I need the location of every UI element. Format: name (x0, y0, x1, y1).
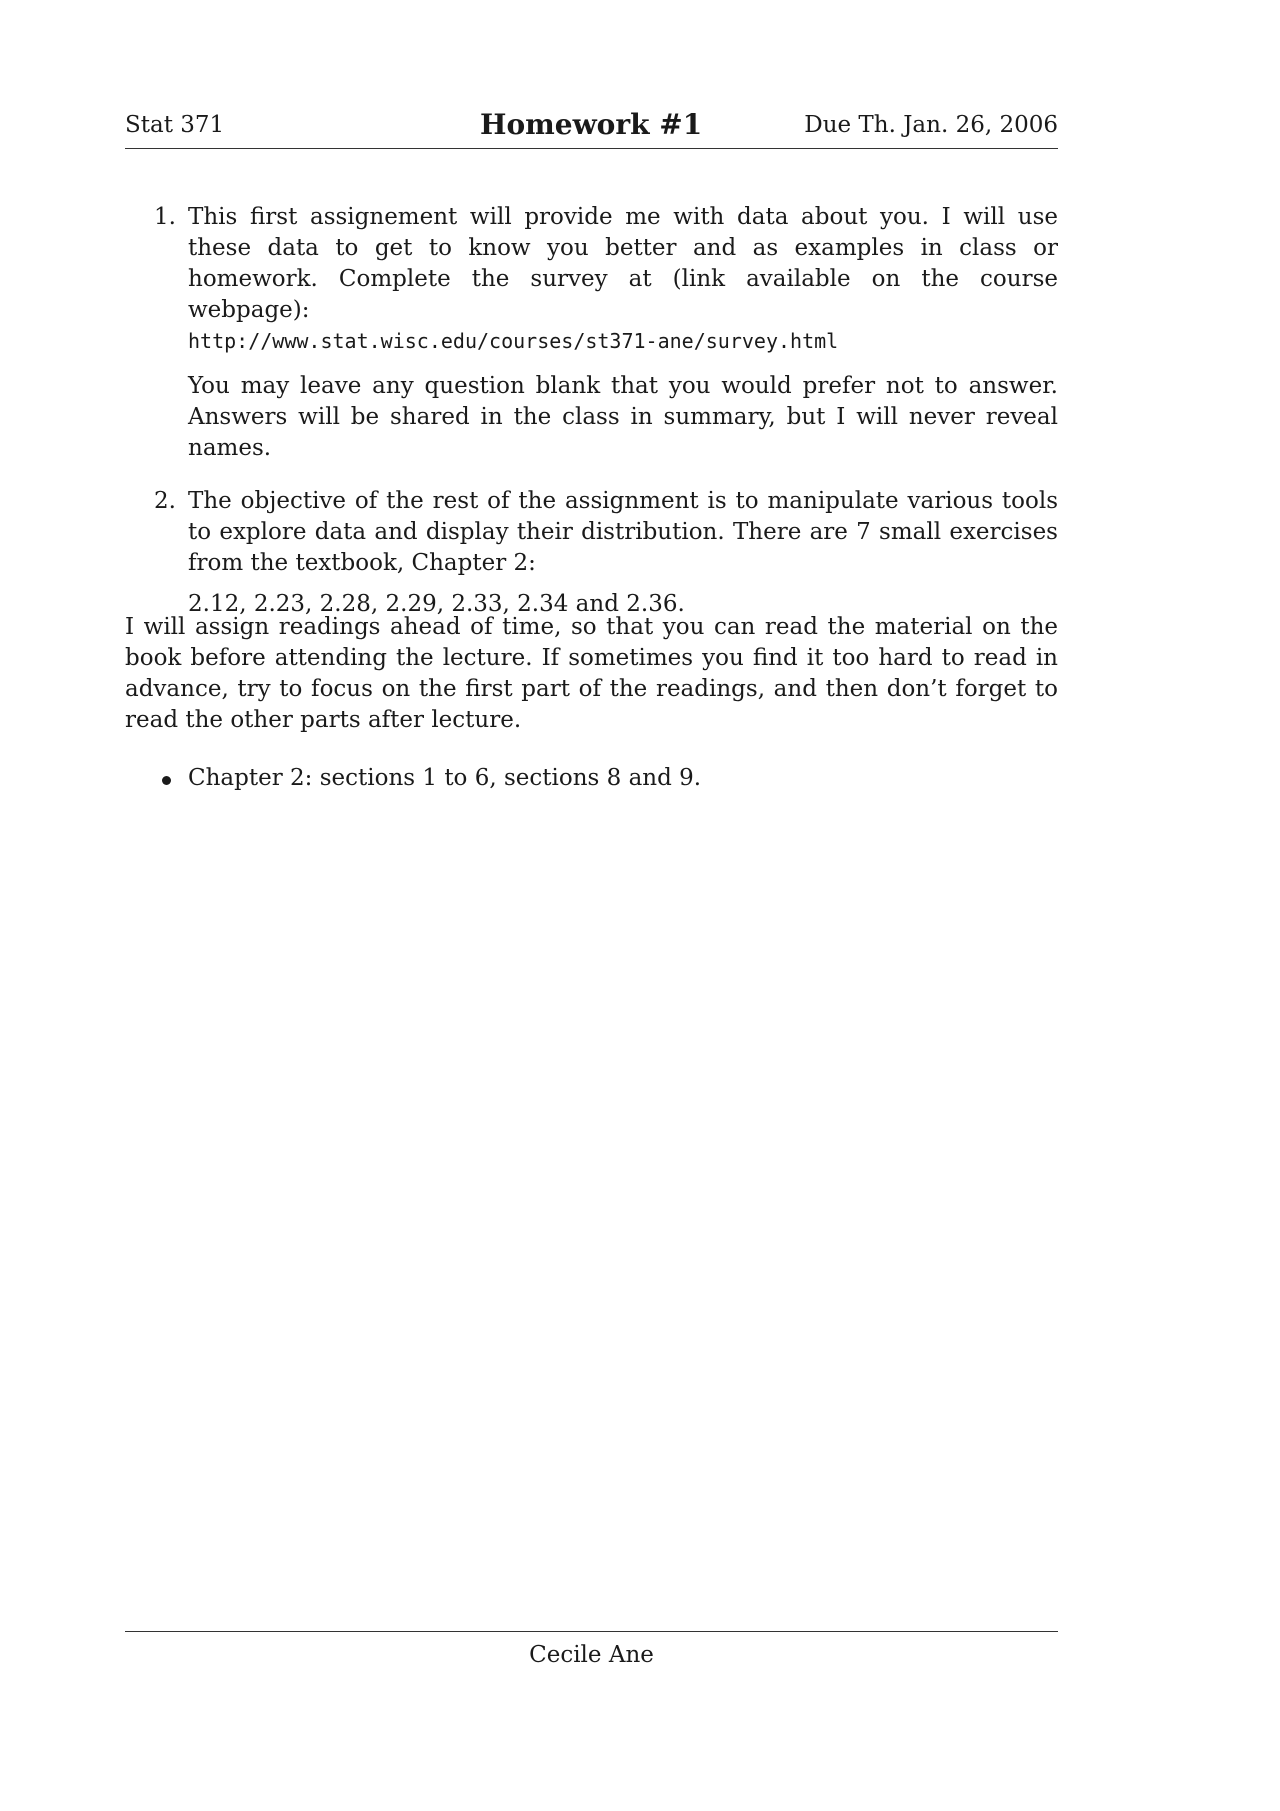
page-header (125, 108, 1058, 149)
survey-link[interactable]: http://www.stat.wisc.edu/courses/st371-ane/survey.html (188, 329, 839, 353)
list-item (125, 486, 1058, 620)
footer-author: Cecile Ane (529, 1642, 654, 1668)
item-paragraph (188, 202, 1058, 357)
item-paragraph: You may leave any question blank that you would prefer not to answer. Answers will be shared in the class in summary, but I will never reveal names. (188, 373, 1058, 461)
list-item (125, 202, 1058, 464)
document-page (125, 0, 1058, 1811)
assignment-list (125, 202, 1058, 642)
item-text: This first assignement will provide me with data about you. I will use these data to get to know you better and as examples in class or homework. Complete the survey at (link available on the course webpage): (188, 204, 1058, 323)
item-paragraph: The objective of the rest of the assignment is to manipulate various tools to explore data and display their distribution. There are 7 small exercises from the textbook, Chapter 2: (188, 488, 1058, 576)
page-title: Homework #1 (480, 108, 703, 141)
exercise-list: 2.12, 2.23, 2.28, 2.29, 2.33, 2.34 and 2.36. (188, 591, 685, 617)
item-number: 2. (154, 488, 176, 514)
list-item (125, 763, 1058, 794)
footer-rule (125, 1631, 1058, 1632)
readings-paragraph: I will assign readings ahead of time, so that you can read the material on the book before attending the lecture. If sometimes you find it too hard to read in advance, try to focus on the first part of the readings, and then don’t forget to read the other parts after lecture. (125, 614, 1058, 733)
readings-list (125, 763, 1058, 794)
course-label: Stat 371 (125, 112, 225, 138)
item-number: 1. (154, 204, 176, 230)
due-date: Due Th. Jan. 26, 2006 (804, 112, 1058, 138)
bullet-icon (162, 776, 171, 785)
bullet-text: Chapter 2: sections 1 to 6, sections 8 and 9. (188, 765, 702, 791)
